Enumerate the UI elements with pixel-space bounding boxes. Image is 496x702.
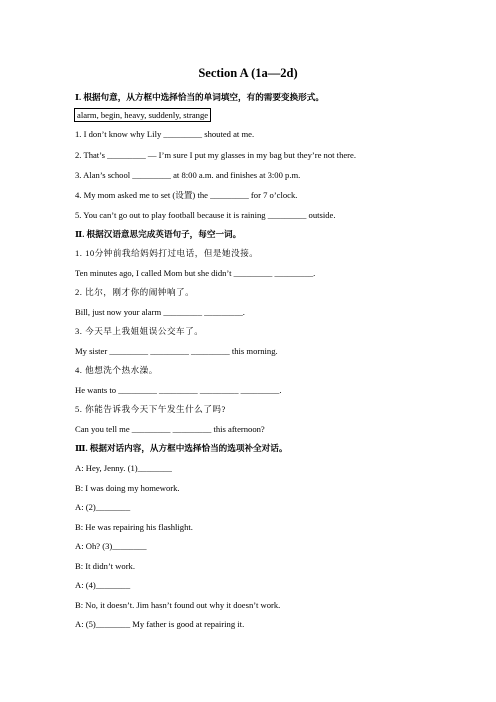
part2-item-4-cn: 4. 他想洗个热水澡。 (75, 365, 158, 375)
dialogue-line: A: (4)________ (75, 580, 131, 590)
dialogue-line: A: (5)________ My father is good at repairing it. (75, 619, 245, 629)
dialogue-line: A: (2)________ (75, 502, 131, 512)
word-box: alarm, begin, heavy, suddenly, strange (74, 108, 211, 122)
page-title: Section A (1a—2d) (198, 66, 298, 80)
part2-item-5-en: Can you tell me _________ _________ this afternoon? (75, 424, 265, 434)
part2-item-2-en: Bill, just now your alarm _________ _________. (75, 307, 245, 317)
part2-heading: Ⅱ. 根据汉语意思完成英语句子，每空一词。 (75, 229, 242, 239)
part1-item-1: 1. I don’t know why Lily _________ shouted at me. (75, 129, 255, 139)
part2-item-3-cn: 3. 今天早上我姐姐误公交车了。 (75, 326, 204, 336)
dialogue-line: B: No, it doesn’t. Jim hasn’t found out why it doesn’t work. (75, 600, 281, 610)
part2-item-1-cn: 1. 10分钟前我给妈妈打过电话，但是她没接。 (75, 248, 259, 258)
part2-item-5-cn: 5. 你能告诉我今天下午发生什么了吗? (75, 404, 226, 414)
part1-item-2: 2. That’s _________ — I’m sure I put my glasses in my bag but they’re not there. (75, 150, 357, 160)
part1-heading: Ⅰ. 根据句意，从方框中选择恰当的单词填空，有的需要变换形式。 (75, 92, 324, 102)
dialogue-line: B: He was repairing his flashlight. (75, 522, 193, 532)
part1-item-3: 3. Alan’s school _________ at 8:00 a.m. and finishes at 3:00 p.m. (75, 170, 301, 180)
part2-item-4-en: He wants to _________ _________ _________ _________. (75, 385, 282, 395)
part2-item-2-cn: 2. 比尔，刚才你的闹钟响了。 (75, 287, 195, 297)
dialogue-line: A: Hey, Jenny. (1)________ (75, 463, 172, 473)
dialogue-line: B: I was doing my homework. (75, 483, 180, 493)
part1-item-5: 5. You can’t go out to play football because it is raining _________ outside. (75, 210, 336, 220)
dialogue-line: A: Oh? (3)________ (75, 541, 147, 551)
part2-item-1-en: Ten minutes ago, I called Mom but she didn’t _________ _________. (75, 268, 316, 278)
part3-heading: Ⅲ. 根据对话内容，从方框中选择恰当的选项补全对话。 (75, 443, 288, 453)
part2-item-3-en: My sister _________ _________ _________ this morning. (75, 346, 278, 356)
part1-item-4: 4. My mom asked me to set (设置) the _________ for 7 o’clock. (75, 190, 298, 200)
dialogue-line: B: It didn’t work. (75, 561, 135, 571)
